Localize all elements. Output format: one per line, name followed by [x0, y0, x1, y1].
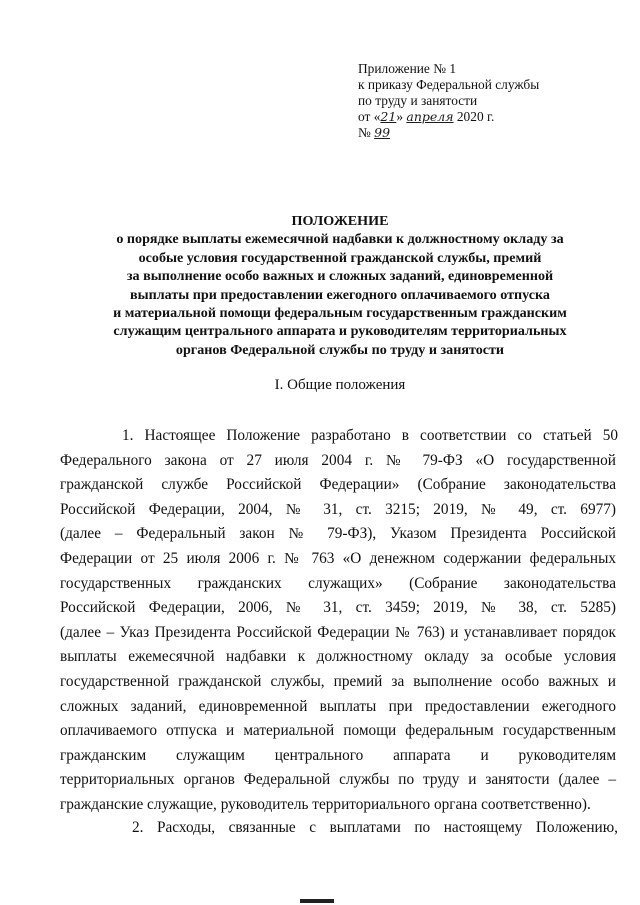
order-reference-cont: по труду и занятости [358, 93, 478, 108]
paragraph-line: гражданские служащие, руководитель территориального органа соответственно). [60, 795, 591, 813]
title-line: за выполнение особо важных и сложных заданий, единовременной [126, 268, 554, 285]
title-line: органов Федеральной службы по труду и занятости [175, 341, 505, 358]
paragraph-line: Федерального закона от 27 июля 2004 г. № 79-ФЗ «О государственной [60, 451, 616, 469]
paragraph-line: гражданской службе Российской Федерации» (Собрание законодательства [60, 476, 616, 494]
handwritten-number: 99 [374, 125, 391, 140]
paragraph-line: 2. Расходы, связанные с выплатами по настоящему Положению, [132, 819, 618, 836]
paragraph-line: Российской Федерации, 2006, № 31, ст. 3459; 2019, № 38, ст. 5285) [60, 599, 616, 617]
title-line: особые условия государственной гражданской службы, премий [138, 249, 542, 266]
paragraph-line: 1. Настоящее Положение разработано в соответствии со статьей 50 [122, 427, 618, 444]
paragraph-line: (далее – Федеральный закон № 79-ФЗ), Указом Президента Российской [60, 525, 616, 543]
title-line: и материальной помощи федеральным государственным гражданским [113, 305, 567, 322]
order-date: от «21» апреля 2020 г. [358, 109, 495, 124]
paragraph-line: государственной гражданской службы, премий за выполнение особо важных и [60, 672, 616, 690]
paragraph-line: оплачиваемого отпуска и материальной помощи федеральным государственным [60, 722, 616, 740]
title-line: служащим центрального аппарата и руководителям территориальных [113, 323, 567, 340]
document-title [60, 212, 620, 359]
paragraph-line: территориальных органов Федеральной службы по труду и занятости (далее – [60, 771, 616, 789]
paragraph-line: гражданским служащим центрального аппарата и руководителям [60, 746, 616, 764]
title-line: выплаты при предоставлении ежегодного оплачиваемого отпуска [130, 286, 550, 303]
handwritten-month: апреля [406, 109, 454, 124]
paragraph-line: сложных заданий, единовременной выплаты при предоставлении ежегодного [60, 697, 616, 715]
order-number: № 99 [358, 125, 391, 140]
paragraph-line: государственных гражданских служащих» (Собрание законодательства [60, 574, 616, 592]
paragraph-line: выплаты ежемесячной надбавки к должностному окладу за особые условия [60, 648, 616, 666]
paragraph-2 [122, 816, 618, 841]
appendix-label: Приложение № 1 [358, 61, 457, 76]
section-heading: I. Общие положения [274, 377, 406, 393]
scan-artifact [300, 899, 334, 903]
appendix-header [358, 61, 618, 141]
paragraph-line: Федерации от 25 июля 2006 г. № 763 «О денежном содержании федеральных [60, 549, 616, 567]
handwritten-day: 21 [380, 109, 397, 124]
paragraph-1 [60, 424, 618, 818]
title-line: о порядке выплаты ежемесячной надбавки к должностному окладу за [116, 231, 564, 248]
paragraph-line: Российской Федерации, 2004, № 31, ст. 3215; 2019, № 49, ст. 6977) [60, 500, 616, 518]
title-heading: ПОЛОЖЕНИЕ [291, 213, 389, 229]
order-reference: к приказу Федеральной службы [358, 77, 540, 92]
paragraph-line: (далее – Указ Президента Российской Федерации № 763) и устанавливает порядок [60, 623, 616, 641]
